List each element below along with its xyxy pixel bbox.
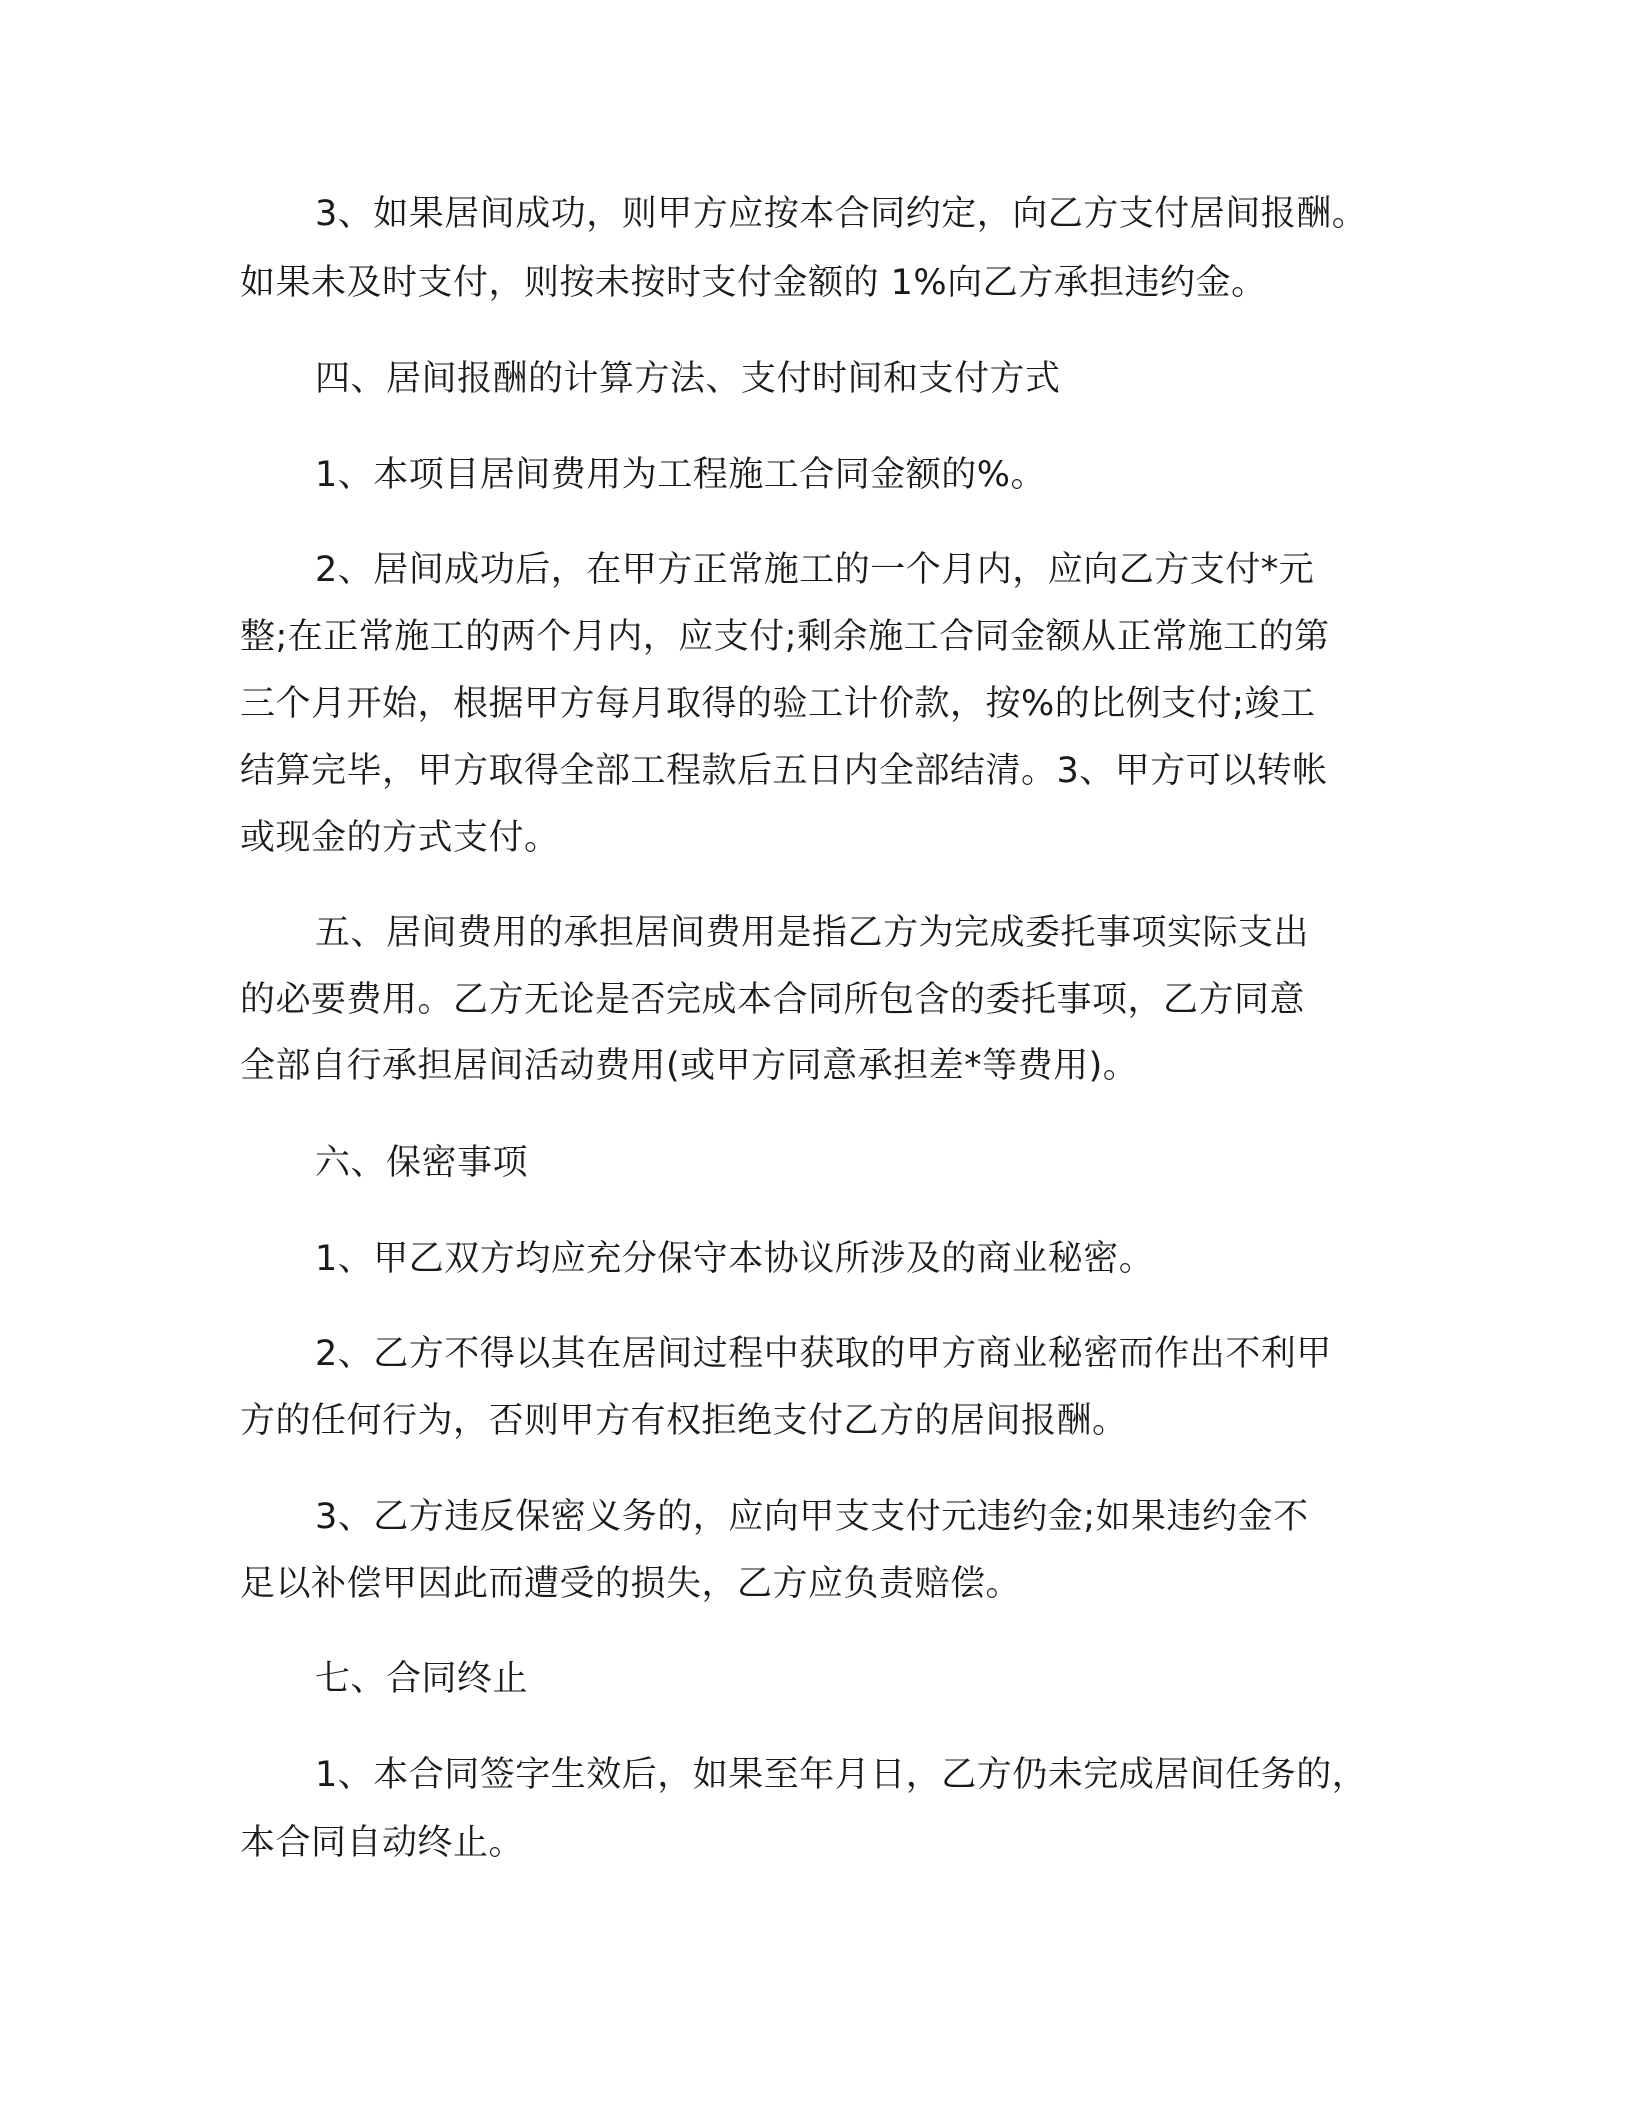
text-line: 足以补偿甲因此而遭受的损失，乙方应负责赔偿。 [240, 1564, 1022, 1604]
text-line: 全部自行承担居间活动费用(或甲方同意承担差*等费用)。 [240, 1046, 1139, 1086]
text-line: 1、本合同签字生效后，如果至年月日，乙方仍未完成居间任务的， [315, 1755, 1368, 1795]
section-title: 五、居间费用的承担居间费用是指乙方为完成委托事项实际支出 [315, 913, 1310, 953]
text-line: 结算完毕，甲方取得全部工程款后五日内全部结清。3、甲方可以转帐 [240, 751, 1328, 791]
section-title: 七、合同终止 [315, 1659, 529, 1699]
section-title: 四、居间报酬的计算方法、支付时间和支付方式 [315, 359, 1061, 399]
text-line: 或现金的方式支付。 [240, 818, 560, 858]
text-line: 2、居间成功后，在甲方正常施工的一个月内，应向乙方支付*元 [315, 550, 1315, 590]
text-line: 3、如果居间成功，则甲方应按本合同约定，向乙方支付居间报酬。 [315, 194, 1368, 234]
text-line: 本合同自动终止。 [240, 1823, 525, 1863]
text-line: 三个月开始，根据甲方每月取得的验工计价款，按%的比例支付;竣工 [240, 684, 1316, 724]
text-line: 1、本项目居间费用为工程施工合同金额的%。 [315, 455, 1047, 495]
text-line: 整;在正常施工的两个月内，应支付;剩余施工合同金额从正常施工的第 [240, 617, 1330, 657]
text-line: 3、乙方违反保密义务的，应向甲支支付元违约金;如果违约金不 [315, 1497, 1309, 1537]
text-line: 如果未及时支付，则按未按时支付金额的 1%向乙方承担违约金。 [240, 263, 1267, 303]
text-line: 方的任何行为，否则甲方有权拒绝支付乙方的居间报酬。 [240, 1401, 1128, 1441]
section-title: 六、保密事项 [315, 1143, 529, 1183]
text-line: 1、甲乙双方均应充分保守本协议所涉及的商业秘密。 [315, 1239, 1155, 1279]
text-line: 2、乙方不得以其在居间过程中获取的甲方商业秘密而作出不利甲 [315, 1334, 1332, 1374]
text-line: 的必要费用。乙方无论是否完成本合同所包含的委托事项，乙方同意 [240, 980, 1306, 1020]
